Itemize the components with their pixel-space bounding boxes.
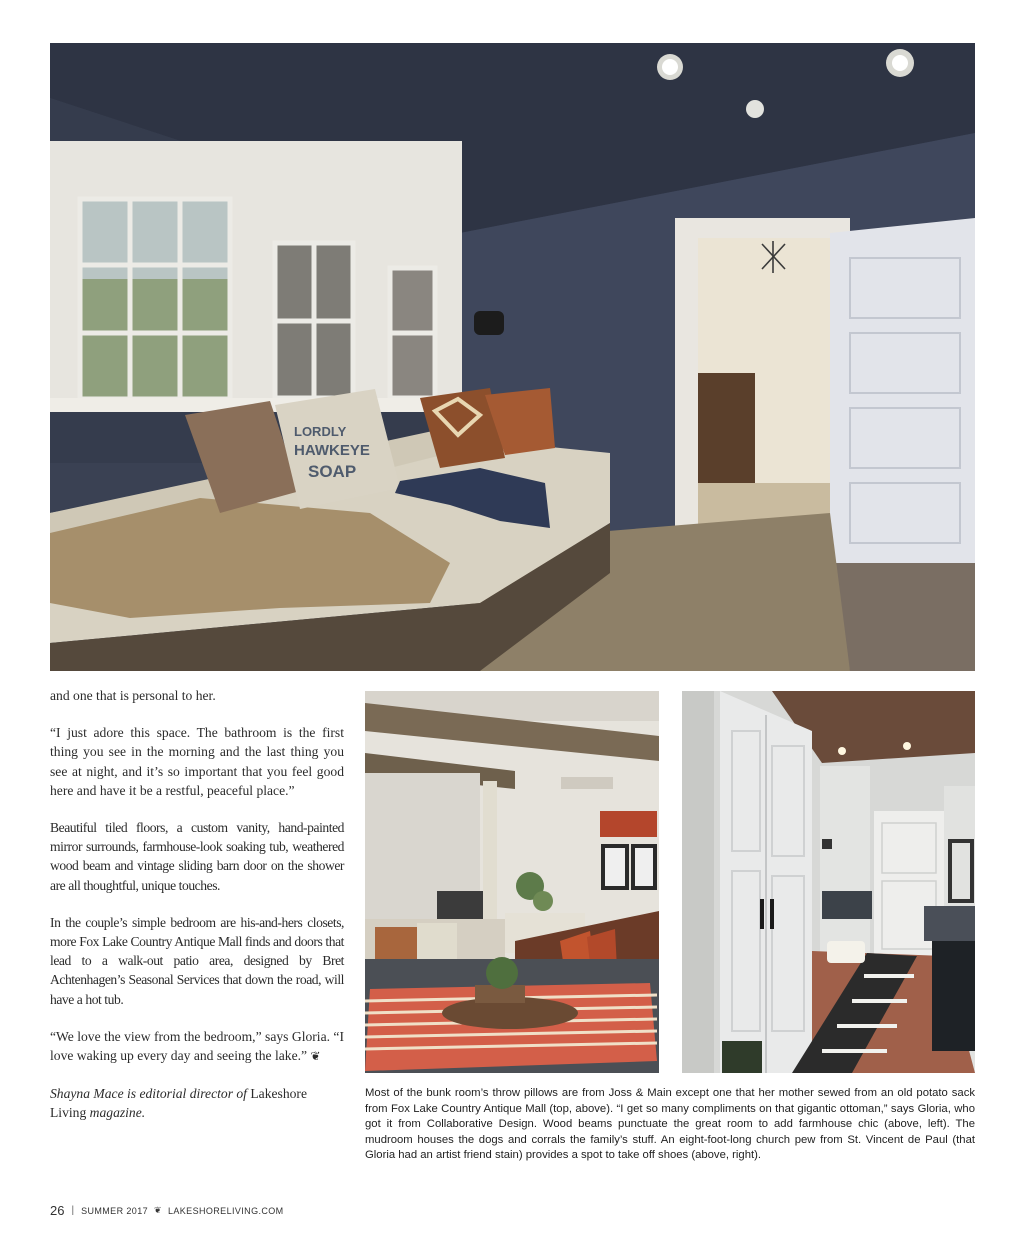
pillow-text-line3: SOAP: [308, 462, 357, 481]
photo-bunk-room: [50, 43, 975, 671]
footer-website: LAKESHORELIVING.COM: [167, 1205, 284, 1216]
article-paragraph-5: [50, 1027, 344, 1066]
page-number: 26: [50, 1203, 65, 1218]
author-bio: [50, 1084, 344, 1122]
pillow-text-line1: LORDLY: [294, 424, 347, 439]
pillow-text-line2: HAWKEYE: [294, 442, 370, 459]
footer-issue: SUMMER 2017: [81, 1205, 148, 1216]
page-footer: [50, 1203, 284, 1218]
article-paragraph-5-text: “We love the view from the bedroom,” says Gloria. “I love waking up every day and seeing the lake.”: [50, 1028, 344, 1064]
photo-caption: Most of the bunk room’s throw pillows are from Joss & Main except one that her mother sewed from an old potato sack from Fox Lake Country Antique Mall (top, above). “I get so many compliments on that gigantic ottoman,” says Gloria, who got it from Collaborative Design. Wood beams punctuate the great room to add farmhouse chic (above, left). The mudroom houses the dogs and corrals the family’s stuff. An eight-foot-long church pew from St. Vincent de Paul (that Gloria had an artist friend stain) provides a spot to take off shoes (above, right).: [365, 1087, 975, 1162]
author-bio-publication: Lakeshore Living: [50, 1086, 307, 1121]
article-paragraph-1: and one that is personal to her.: [50, 688, 216, 703]
footer-leaf-icon: ❦: [154, 1205, 162, 1216]
author-bio-tail: magazine.: [89, 1105, 146, 1121]
article-paragraph-4: In the couple’s simple bedroom are his-and-hers closets, more Fox Lake Country Antique Mall finds and doors that lead to a walk-out patio area, designed by Bret Achtenhagen’s Seasonal Services that down the road, will have a hot tub.: [50, 914, 344, 1007]
end-mark-icon: ❦: [310, 1049, 321, 1064]
footer-separator: |: [71, 1205, 75, 1216]
author-bio-lead: Shayna Mace is editorial director of: [50, 1086, 247, 1102]
article-paragraph-3: Beautiful tiled floors, a custom vanity, hand-painted mirror surrounds, farmhouse-look soaking tub, weathered wood beam and vintage sliding barn door on the shower are all thoughtful, unique touches.: [50, 820, 344, 893]
photo-mudroom: [682, 691, 975, 1073]
article-paragraph-2: “I just adore this space. The bathroom is the first thing you see in the morning and the last thing you see at night, and it’s so important that you feel good here and have it be a restful, peaceful place.”: [50, 725, 344, 798]
photo-great-room: [365, 691, 659, 1073]
article-body: [50, 686, 344, 1141]
